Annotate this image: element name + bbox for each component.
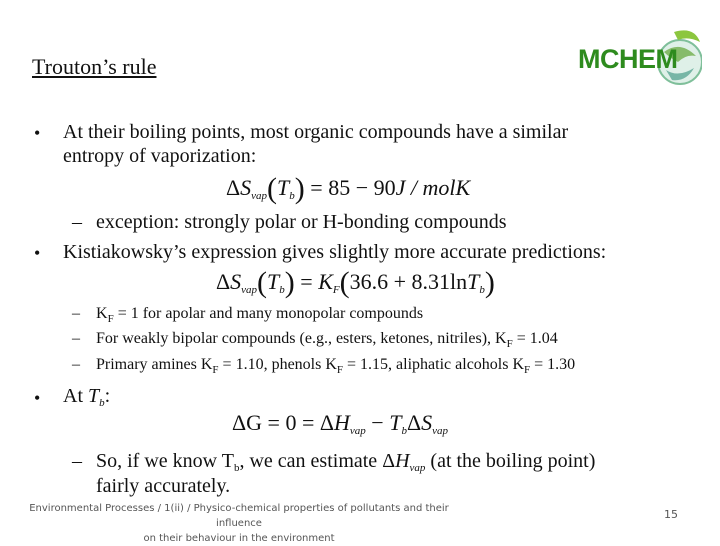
dash: – [72, 330, 80, 347]
footer-line-1: Environmental Processes / 1(ii) / Physico-chemical properties of pollutants and their influence [29, 503, 449, 529]
bullet-2-line-1: Kistiakowsky’s expression gives slightly more accurate predictions: [63, 241, 607, 263]
trouton-equation: ΔSvap(Tb) = 85 − 90J / molK [226, 172, 471, 205]
dash: – [72, 211, 82, 233]
kistiakowsky-equation: ΔSvap(Tb) = KF(36.6 + 8.31lnTb) [216, 266, 495, 299]
slide-title: Trouton’s rule [32, 54, 157, 79]
kf-amines-item: Primary amines $K_F = 1.10$, phenols $K_F = 1.15$, aliphatic alcohols $K_F = 1.30$ [96, 356, 576, 376]
logo-text: MCHEM [578, 44, 678, 74]
dash: – [72, 356, 80, 373]
exception-text: exception: strongly polar or H-bonding compounds [96, 211, 507, 233]
kf-bipolar-item: For weakly bipolar compounds (e.g., esters, ketones, nitriles), $K_F = 1.04$ [96, 330, 558, 350]
slide-footer [6, 501, 472, 546]
bullet-marker: • [34, 123, 41, 143]
conclusion-line-1: So, if we know $T_b$, we can estimate $\Delta H_{vap}$ (at the boiling point) [96, 450, 596, 474]
page-number: 15 [664, 508, 678, 521]
conclusion-line-2: fairly accurately. [96, 475, 231, 497]
bullet-3-line: At $T_b$: [63, 385, 111, 409]
bullet-1-line-1: At their boiling points, most organic compounds have a similar [63, 121, 569, 143]
dash: – [72, 305, 80, 322]
dash: – [72, 450, 82, 472]
gibbs-equation: ΔG = 0 = ΔHvap − TbΔSvap [232, 410, 448, 437]
bullet-marker: • [34, 388, 41, 408]
footer-line-2: on their behaviour in the environment [143, 533, 335, 544]
bullet-1-line-2: entropy of vaporization: [63, 145, 257, 167]
bullet-marker: • [34, 243, 41, 263]
kf-apolar-item: $K_F = 1$ for apolar and many monopolar compounds [96, 305, 424, 325]
